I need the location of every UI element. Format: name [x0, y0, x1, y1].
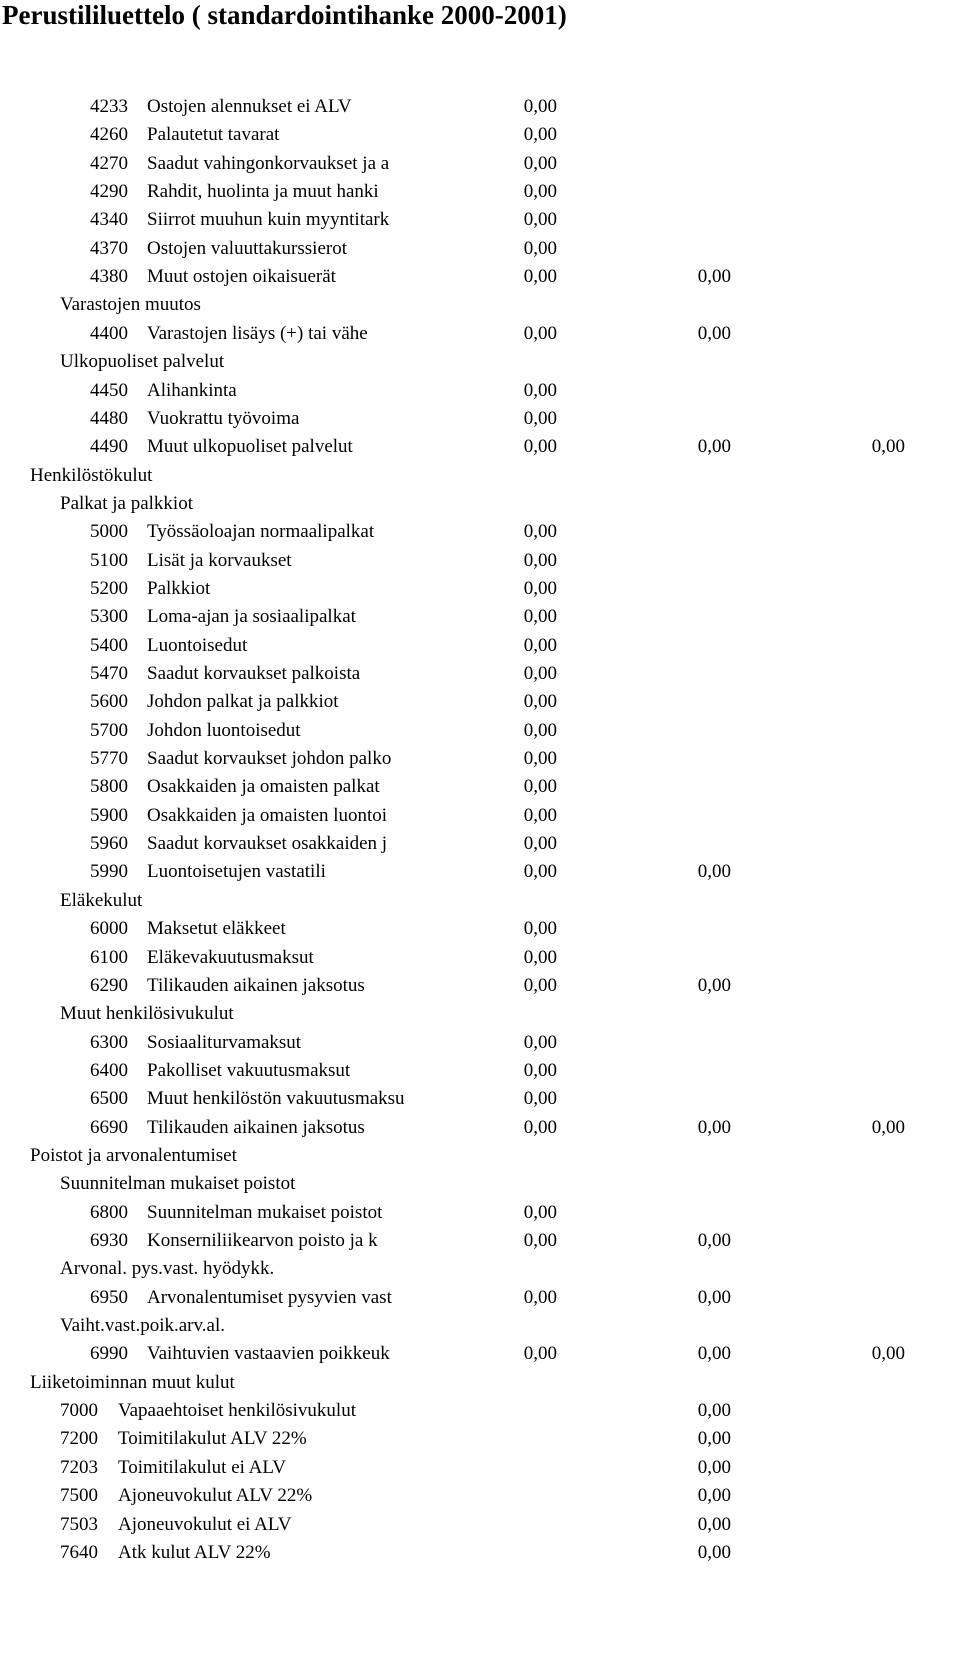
account-name: Tilikauden aikainen jaksotus [147, 974, 365, 996]
account-code: 4480 [90, 407, 128, 429]
account-row [0, 631, 960, 661]
account-row [0, 1084, 960, 1114]
account-row [0, 772, 960, 802]
account-row [0, 262, 960, 292]
amount-c3: 0,00 [871, 1343, 905, 1365]
account-code: 5700 [90, 719, 128, 741]
account-name: Vapaaehtoiset henkilösivukulut [118, 1400, 356, 1422]
group-heading [0, 1169, 960, 1199]
account-code: 5800 [90, 776, 128, 798]
account-row [0, 1056, 960, 1086]
account-code: 6950 [90, 1286, 128, 1308]
account-row [0, 744, 960, 774]
account-row [0, 857, 960, 887]
group-heading-label: Suunnitelman mukaiset poistot [60, 1173, 296, 1195]
amount-c2: 0,00 [697, 1116, 731, 1138]
account-code: 5400 [90, 634, 128, 656]
amount-c1: 0,00 [523, 1088, 557, 1110]
account-name: Luontoisetujen vastatili [147, 861, 326, 883]
amount-c2: 0,00 [697, 974, 731, 996]
account-row [0, 1396, 960, 1426]
account-row [0, 432, 960, 462]
account-name: Suunnitelman mukaiset poistot [147, 1201, 383, 1223]
account-code: 7200 [60, 1428, 98, 1450]
group-heading [0, 1368, 960, 1398]
page-title: Perustililuettelo ( standardointihanke 2000-2001) [2, 0, 567, 30]
account-name: Eläkevakuutusmaksut [147, 946, 314, 968]
account-name: Saadut korvaukset osakkaiden j [147, 833, 388, 855]
account-name: Palkkiot [147, 577, 211, 599]
group-heading [0, 347, 960, 377]
group-heading-label: Liiketoiminnan muut kulut [30, 1371, 235, 1393]
account-name: Atk kulut ALV 22% [118, 1541, 271, 1563]
account-name: Toimitilakulut ALV 22% [118, 1428, 307, 1450]
group-heading [0, 1141, 960, 1171]
account-name: Lisät ja korvaukset [147, 549, 292, 571]
account-row [0, 801, 960, 831]
account-name: Siirrot muuhun kuin myyntitark [147, 209, 390, 231]
account-code: 5960 [90, 833, 128, 855]
amount-c1: 0,00 [523, 1230, 557, 1251]
account-code: 4340 [90, 209, 128, 231]
amount-c1: 0,00 [523, 663, 557, 684]
account-row [0, 376, 960, 406]
account-code: 6100 [90, 946, 128, 968]
amount-c1: 0,00 [523, 549, 557, 571]
group-heading [0, 1254, 960, 1284]
account-code: 7503 [60, 1513, 98, 1535]
amount-c1: 0,00 [523, 804, 557, 826]
account-code: 6930 [90, 1230, 128, 1251]
account-row [0, 1481, 960, 1511]
amount-c1: 0,00 [523, 96, 557, 117]
account-name: Muut ostojen oikaisuerät [147, 266, 336, 288]
account-code: 5600 [90, 691, 128, 713]
account-code: 5100 [90, 549, 128, 571]
amount-c1: 0,00 [523, 124, 557, 146]
amount-c1: 0,00 [523, 322, 557, 344]
amount-c2: 0,00 [697, 1343, 731, 1365]
account-name: Ajoneuvokulut ei ALV [118, 1513, 292, 1535]
group-heading [0, 886, 960, 916]
account-code: 4400 [90, 322, 128, 344]
account-code: 4490 [90, 436, 128, 458]
account-code: 4270 [90, 152, 128, 174]
account-row [0, 205, 960, 235]
account-code: 6500 [90, 1088, 128, 1110]
account-code: 7203 [60, 1456, 98, 1478]
amount-c1: 0,00 [523, 521, 557, 543]
account-row [0, 319, 960, 349]
amount-c1: 0,00 [523, 974, 557, 996]
amount-c1: 0,00 [523, 776, 557, 798]
amount-c1: 0,00 [523, 577, 557, 599]
account-name: Saadut korvaukset palkoista [147, 663, 361, 684]
amount-c2: 0,00 [697, 1428, 731, 1450]
account-row [0, 1198, 960, 1228]
account-code: 6690 [90, 1116, 128, 1138]
account-code: 4233 [90, 96, 128, 117]
account-row [0, 92, 960, 122]
account-name: Loma-ajan ja sosiaalipalkat [147, 606, 356, 628]
account-row [0, 574, 960, 604]
amount-c1: 0,00 [523, 918, 557, 940]
group-heading [0, 489, 960, 519]
group-heading-label: Palkat ja palkkiot [60, 492, 193, 514]
account-row [0, 1453, 960, 1483]
account-name: Sosiaaliturvamaksut [147, 1031, 302, 1053]
account-row [0, 829, 960, 859]
account-name: Johdon palkat ja palkkiot [147, 691, 339, 713]
amount-c1: 0,00 [523, 606, 557, 628]
account-name: Maksetut eläkkeet [147, 918, 286, 940]
account-row [0, 546, 960, 576]
account-code: 6990 [90, 1343, 128, 1365]
amount-c1: 0,00 [523, 719, 557, 741]
account-row [0, 1339, 960, 1369]
account-row [0, 687, 960, 717]
account-name: Ostojen valuuttakurssierot [147, 237, 347, 259]
account-code: 5470 [90, 663, 128, 684]
amount-c1: 0,00 [523, 436, 557, 458]
amount-c2: 0,00 [697, 266, 731, 288]
account-name: Konserniliikearvon poisto ja k [147, 1230, 378, 1251]
amount-c1: 0,00 [523, 634, 557, 656]
amount-c1: 0,00 [523, 1059, 557, 1081]
account-name: Pakolliset vakuutusmaksut [147, 1059, 351, 1081]
amount-c1: 0,00 [523, 1286, 557, 1308]
account-code: 4370 [90, 237, 128, 259]
group-heading [0, 290, 960, 320]
account-name: Palautetut tavarat [147, 124, 280, 146]
amount-c1: 0,00 [523, 1116, 557, 1138]
account-row [0, 716, 960, 746]
account-code: 5990 [90, 861, 128, 883]
group-heading-label: Vaiht.vast.poik.arv.al. [60, 1315, 225, 1337]
amount-c1: 0,00 [523, 1201, 557, 1223]
account-row [0, 1113, 960, 1143]
amount-c1: 0,00 [523, 209, 557, 231]
amount-c2: 0,00 [697, 1230, 731, 1251]
account-name: Saadut vahingonkorvaukset ja a [147, 152, 390, 174]
amount-c3: 0,00 [871, 1116, 905, 1138]
amount-c1: 0,00 [523, 237, 557, 259]
amount-c3: 0,00 [871, 436, 905, 458]
account-code: 4450 [90, 379, 128, 401]
amount-c1: 0,00 [523, 1031, 557, 1053]
account-name: Toimitilakulut ei ALV [118, 1456, 286, 1478]
amount-c2: 0,00 [697, 1513, 731, 1535]
amount-c1: 0,00 [523, 861, 557, 883]
account-name: Vuokrattu työvoima [147, 407, 300, 429]
amount-c1: 0,00 [523, 946, 557, 968]
account-name: Tilikauden aikainen jaksotus [147, 1116, 365, 1138]
account-code: 7640 [60, 1541, 98, 1563]
account-row [0, 517, 960, 547]
amount-c1: 0,00 [523, 152, 557, 174]
account-name: Johdon luontoisedut [147, 719, 301, 741]
amount-c1: 0,00 [523, 748, 557, 770]
amount-c2: 0,00 [697, 322, 731, 344]
account-row [0, 120, 960, 150]
account-row [0, 1226, 960, 1256]
account-row [0, 1538, 960, 1568]
group-heading-label: Muut henkilösivukulut [60, 1003, 234, 1025]
group-heading-label: Eläkekulut [60, 889, 143, 911]
account-row [0, 971, 960, 1001]
amount-c1: 0,00 [523, 833, 557, 855]
account-name: Osakkaiden ja omaisten palkat [147, 776, 380, 798]
account-name: Työssäoloajan normaalipalkat [147, 521, 375, 543]
account-code: 7500 [60, 1485, 98, 1507]
account-row [0, 1028, 960, 1058]
amount-c2: 0,00 [697, 1541, 731, 1563]
account-code: 6290 [90, 974, 128, 996]
group-heading-label: Poistot ja arvonalentumiset [30, 1144, 237, 1166]
account-row [0, 1424, 960, 1454]
amount-c1: 0,00 [523, 691, 557, 713]
group-heading-label: Henkilöstökulut [30, 464, 153, 486]
account-name: Muut henkilöstön vakuutusmaksu [147, 1088, 405, 1110]
account-name: Vaihtuvien vastaavien poikkeuk [147, 1343, 390, 1365]
amount-c1: 0,00 [523, 407, 557, 429]
account-row [0, 943, 960, 973]
account-name: Luontoisedut [147, 634, 248, 656]
account-row [0, 1283, 960, 1313]
account-name: Saadut korvaukset johdon palko [147, 748, 392, 770]
amount-c1: 0,00 [523, 266, 557, 288]
account-code: 5900 [90, 804, 128, 826]
account-code: 7000 [60, 1400, 98, 1422]
group-heading-label: Ulkopuoliset palvelut [60, 351, 225, 373]
account-name: Muut ulkopuoliset palvelut [147, 436, 353, 458]
amount-c2: 0,00 [697, 436, 731, 458]
account-code: 6400 [90, 1059, 128, 1081]
account-code: 6800 [90, 1201, 128, 1223]
amount-c2: 0,00 [697, 1456, 731, 1478]
account-row [0, 234, 960, 264]
amount-c1: 0,00 [523, 181, 557, 203]
account-row [0, 404, 960, 434]
account-row [0, 659, 960, 689]
amount-c2: 0,00 [697, 1400, 731, 1422]
amount-c2: 0,00 [697, 1485, 731, 1507]
account-code: 6300 [90, 1031, 128, 1053]
account-name: Osakkaiden ja omaisten luontoi [147, 804, 388, 826]
account-row [0, 914, 960, 944]
account-code: 5200 [90, 577, 128, 599]
account-row [0, 177, 960, 207]
amount-c2: 0,00 [697, 1286, 731, 1308]
group-heading [0, 1311, 960, 1341]
account-code: 4260 [90, 124, 128, 146]
group-heading-label: Arvonal. pys.vast. hyödykk. [60, 1258, 275, 1280]
account-row [0, 602, 960, 632]
amount-c1: 0,00 [523, 379, 557, 401]
account-name: Alihankinta [147, 379, 237, 401]
account-name: Rahdit, huolinta ja muut hanki [147, 181, 379, 203]
amount-c2: 0,00 [697, 861, 731, 883]
account-name: Arvonalentumiset pysyvien vast [147, 1286, 392, 1308]
account-name: Varastojen lisäys (+) tai vähe [147, 322, 368, 344]
account-code: 4290 [90, 181, 128, 203]
account-code: 6000 [90, 918, 128, 940]
account-row [0, 1510, 960, 1540]
account-name: Ostojen alennukset ei ALV [147, 96, 352, 117]
account-row [0, 149, 960, 179]
group-heading-label: Varastojen muutos [60, 294, 201, 316]
group-heading [0, 999, 960, 1029]
amount-c1: 0,00 [523, 1343, 557, 1365]
account-code: 5000 [90, 521, 128, 543]
account-code: 5770 [90, 748, 128, 770]
account-code: 5300 [90, 606, 128, 628]
group-heading [0, 461, 960, 491]
account-code: 4380 [90, 266, 128, 288]
account-name: Ajoneuvokulut ALV 22% [118, 1485, 313, 1507]
